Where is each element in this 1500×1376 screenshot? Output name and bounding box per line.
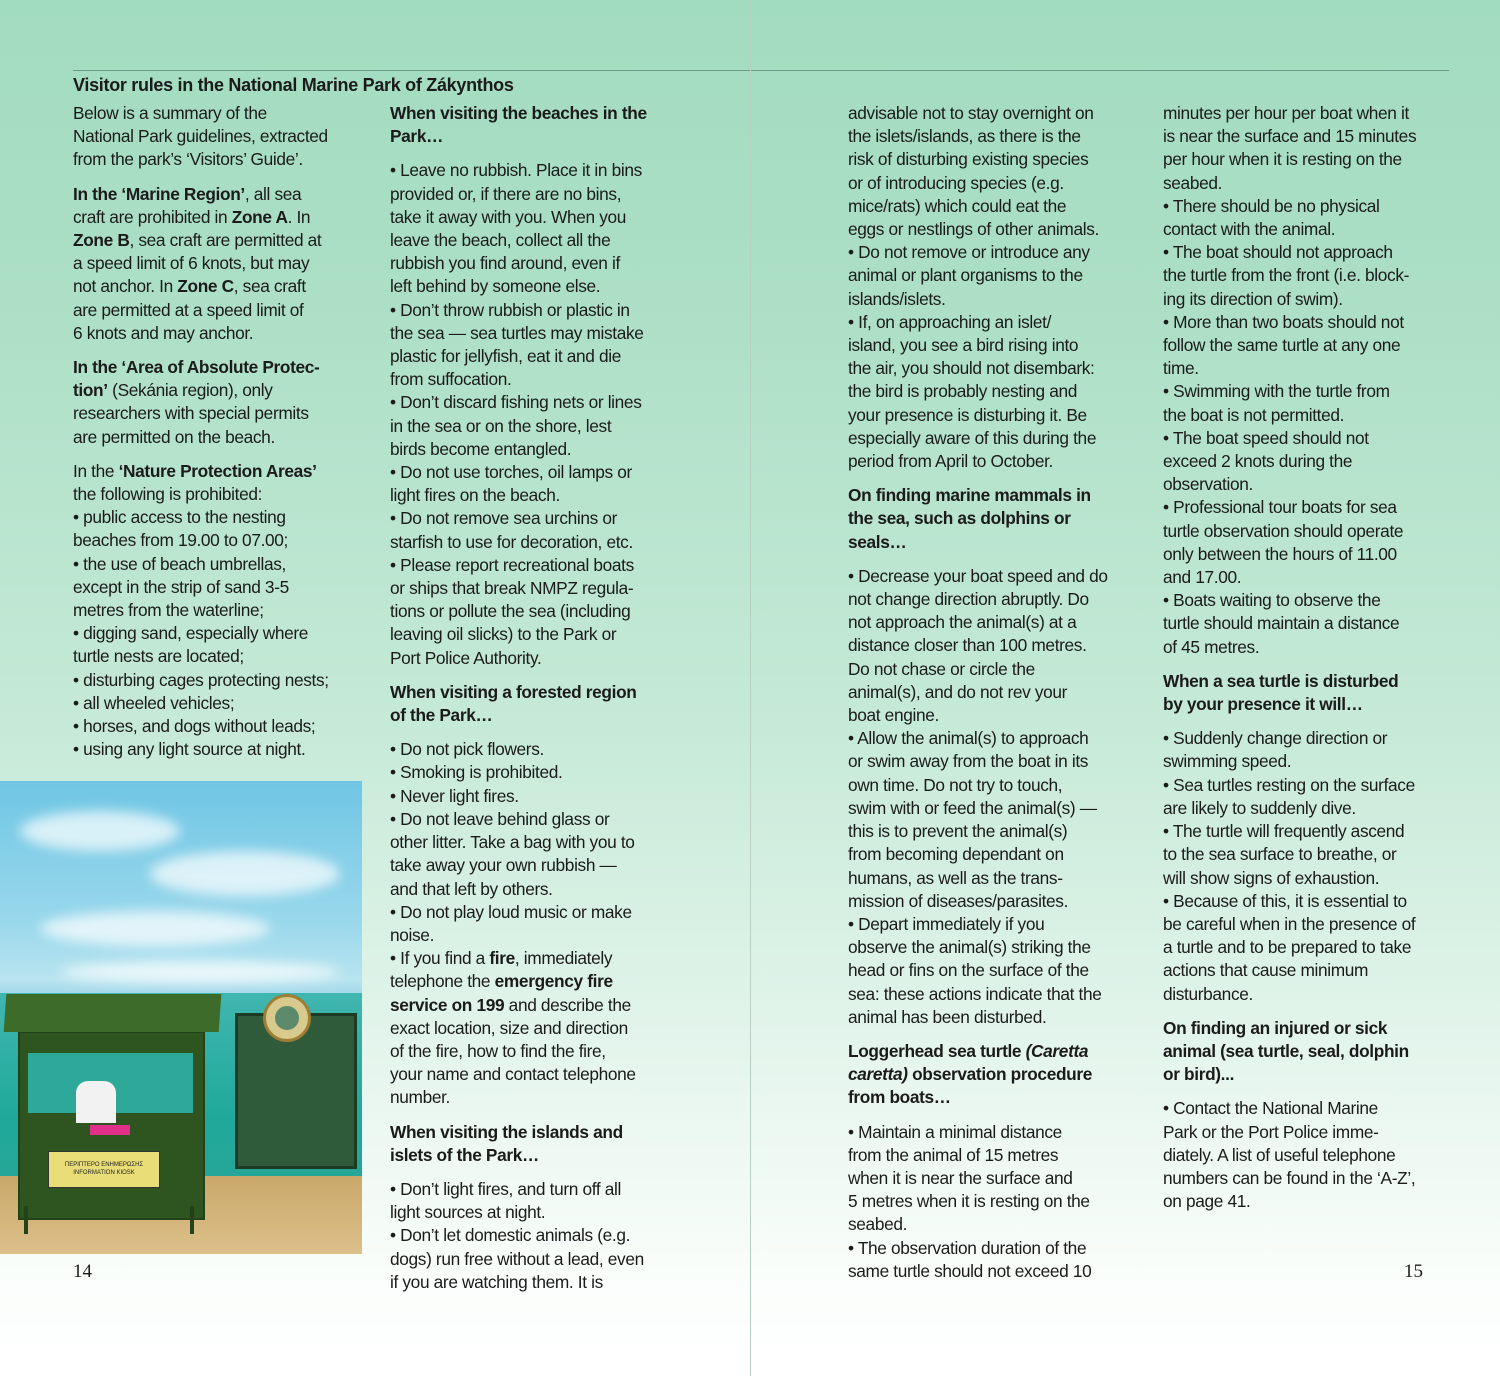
paragraph (848, 1121, 1148, 1283)
paragraph (390, 159, 690, 669)
emphasis-text: On finding marine mammals in the sea, such as dolphins or seals… (848, 485, 1091, 552)
emphasis-text: When visiting the islands and islets of the Park… (390, 1121, 623, 1165)
body-text: , sea craft are permitted at a speed limit of 6 knots and may anchor. (73, 276, 306, 343)
body-text: , immediately telephone the (390, 948, 613, 992)
body-text: (Sekánia region), only researchers with special permits are permitted on the beach. (73, 380, 309, 447)
paragraph (1163, 1097, 1463, 1213)
body-text: and describe the exact location, size and direction of the fire, how to find the fire, your name and contact telephone number. (390, 994, 636, 1108)
body-text: • Don’t light fires, and turn off all light sources at night. • Don’t let domestic animals (e.g. dogs) run free without a lead, even if you are watching them. It is (390, 1178, 644, 1292)
column-1 (73, 102, 373, 772)
body-text: • Decrease your boat speed and do not change direction abruptly. Do not approach the animal(s) at a distance closer than 100 metres. Do not chase or circle the animal(s), and do not rev your boat engine. • Allow the animal(s) to approach or swim away from the boat in its own time. Do not try to touch, swim with or feed the animal(s) — this is to prevent the animal(s) from becoming dependant on humans, as well as the trans- mission of diseases/parasites. • Depart immediately if you observe the animal(s) striking the head or fins on the surface of the sea: these actions indicate that the animal has been disturbed. (848, 565, 1108, 1027)
emphasis-text: When visiting the beaches in the Park… (390, 103, 647, 147)
paragraph (73, 102, 373, 172)
section-heading (1163, 1017, 1463, 1087)
page-spine (750, 0, 751, 1376)
kiosk (18, 1031, 205, 1220)
emphasis-text: When a sea turtle is disturbed by your presence it will… (1163, 670, 1399, 715)
section-heading (390, 681, 690, 727)
body-text: • Contact the National Marine Park or the Port Police imme- diately. A list of useful telephone numbers can be found in the ‘A-Z’, on page 41. (1163, 1098, 1416, 1212)
emphasis-text: In the ‘Marine Region’ (73, 183, 245, 204)
section-heading (848, 1040, 1148, 1110)
kiosk-sign: ΠΕΡΙΠΤΕΡΟ ΕΝΗΜΕΡΩΣΗΣ INFORMATION KIOSK (48, 1151, 160, 1188)
emphasis-text: Zone A (231, 206, 288, 227)
section-heading (390, 1121, 690, 1167)
section-heading (1163, 670, 1463, 716)
column-4 (1163, 102, 1463, 1224)
paragraph (1163, 727, 1463, 1005)
emphasis-text: On finding an injured or sick animal (sea turtle, seal, dolphin or bird)... (1163, 1017, 1409, 1085)
emphasis-text: fire (489, 948, 515, 969)
body-text: , all sea craft are prohibited in (73, 183, 302, 227)
paragraph (390, 1178, 690, 1294)
body-text: . In (287, 206, 311, 227)
body-text: , sea craft are permitted at a speed limit of 6 knots, but may not anchor. In (73, 230, 322, 297)
emphasis-text: In the ‘Area of Absolute Protec- tion’ (73, 357, 320, 401)
body-text: • Leave no rubbish. Place it in bins provided or, if there are no bins, take it away with you. When you leave the beach, collect all the rubbish you find around, even if left behind by someone else. • Don’t throw rubbish or plastic in the sea — sea turtles may mistake plastic for jellyfish, eat it and die from suffocation. • Don’t discard fishing nets or lines in the sea or on the shore, lest birds become entangled. • Do not use torches, oil lamps or light fires on the beach. • Do not remove sea urchins or starfish to use for decoration, etc. • Please report recreational boats or ships that break NMPZ regula- tions or pollute the sea (including leaving oil slicks) to the Park or Port Police Authority. (390, 160, 644, 668)
park-emblem (263, 994, 311, 1042)
body-text: • Suddenly change direction or swimming speed. • Sea turtles resting on the surface are likely to suddenly dive. • The turtle will frequently ascend to the sea surface to breathe, or will show signs of exhaustion. • Because of this, it is essential to be careful when in the presence of a turtle and to be prepared to take actions that cause minimum disturbance. (1163, 728, 1416, 1004)
body-text: Below is a summary of the National Park guidelines, extracted from the park’s ‘Visitors’ Guide’. (73, 103, 328, 170)
emphasis-text: When visiting a forested region of the Park… (390, 681, 637, 726)
emphasis-text: (Caretta caretta) (848, 1040, 1089, 1085)
paragraph (390, 738, 690, 1109)
information-kiosk-photo (0, 781, 362, 1254)
kiosk-roof (4, 994, 222, 1032)
body-text: • Maintain a minimal distance from the animal of 15 metres when it is near the surface and 5 metres when it is resting on the seabed. • The observation duration of the same turtle should not exceed 10 (848, 1121, 1092, 1281)
column-2 (390, 102, 690, 1305)
header-rule (73, 70, 1449, 71)
emphasis-text: Zone B (73, 230, 130, 251)
paragraph (848, 565, 1148, 1029)
person (76, 1081, 116, 1123)
paragraph (73, 183, 373, 345)
paragraph (73, 356, 373, 449)
column-3 (848, 102, 1148, 1294)
body-text: In the (73, 460, 119, 481)
emphasis-text: Zone C (177, 276, 234, 297)
emphasis-text: emergency fire service on 199 (390, 971, 613, 1015)
paragraph (1163, 102, 1463, 659)
page-number-right: 15 (1404, 1261, 1423, 1282)
emphasis-text: ‘Nature Protection Areas’ (118, 460, 317, 481)
body-text: minutes per hour per boat when it is near the surface and 15 minutes per hour when it is resting on the seabed. • There should be no physical contact with the animal. • The boat should not approach the turtle from the front (i.e. block- ing its direction of swim). • More than two boats should not follow the same turtle at any one time. • Swimming with the turtle from the boat is not permitted. • The boat speed should not exceed 2 knots during the observation. • Professional tour boats for sea turtle observation should operate only between the hours of 11.00 and 17.00. • Boats waiting to observe the turtle should maintain a distance of 45 metres. (1163, 103, 1417, 657)
section-heading (390, 102, 690, 148)
paragraph (73, 460, 373, 762)
body-text: • Do not pick flowers. • Smoking is prohibited. • Never light fires. • Do not leave behind glass or other litter. Take a bag with you to take away your own rubbish — and that left by others. • Do not play loud music or make noise. • If you find a (390, 739, 635, 969)
emphasis-text: Loggerhead sea turtle (848, 1040, 1026, 1061)
body-text: advisable not to stay overnight on the islets/islands, as there is the risk of disturbing existing species or of introducing species (e.g. mice/rats) which could eat the eggs or nestlings of other animals. • Do not remove or introduce any animal or plant organisms to the islands/islets. • If, on approaching an islet/ island, you see a bird rising into the air, you should not disembark: the bird is probably nesting and your presence is disturbing it. Be especially aware of this during the period from April to October. (848, 103, 1099, 472)
emphasis-text: observation procedure from boats… (848, 1064, 1093, 1108)
page-number-left: 14 (73, 1261, 92, 1282)
paragraph (848, 102, 1148, 473)
page-title: Visitor rules in the National Marine Park of Zákynthos (73, 75, 514, 95)
body-text: the following is prohibited: • public access to the nesting beaches from 19.00 to 07.00; • the use of beach umbrellas, except in the strip of sand 3-5 metres from the waterline; • digging sand, especially where turtle nests are located; • disturbing cages protecting nests; • all wheeled vehicles; • horses, and dogs without leads; • using any light source at night. (73, 484, 329, 760)
section-heading (848, 484, 1148, 554)
